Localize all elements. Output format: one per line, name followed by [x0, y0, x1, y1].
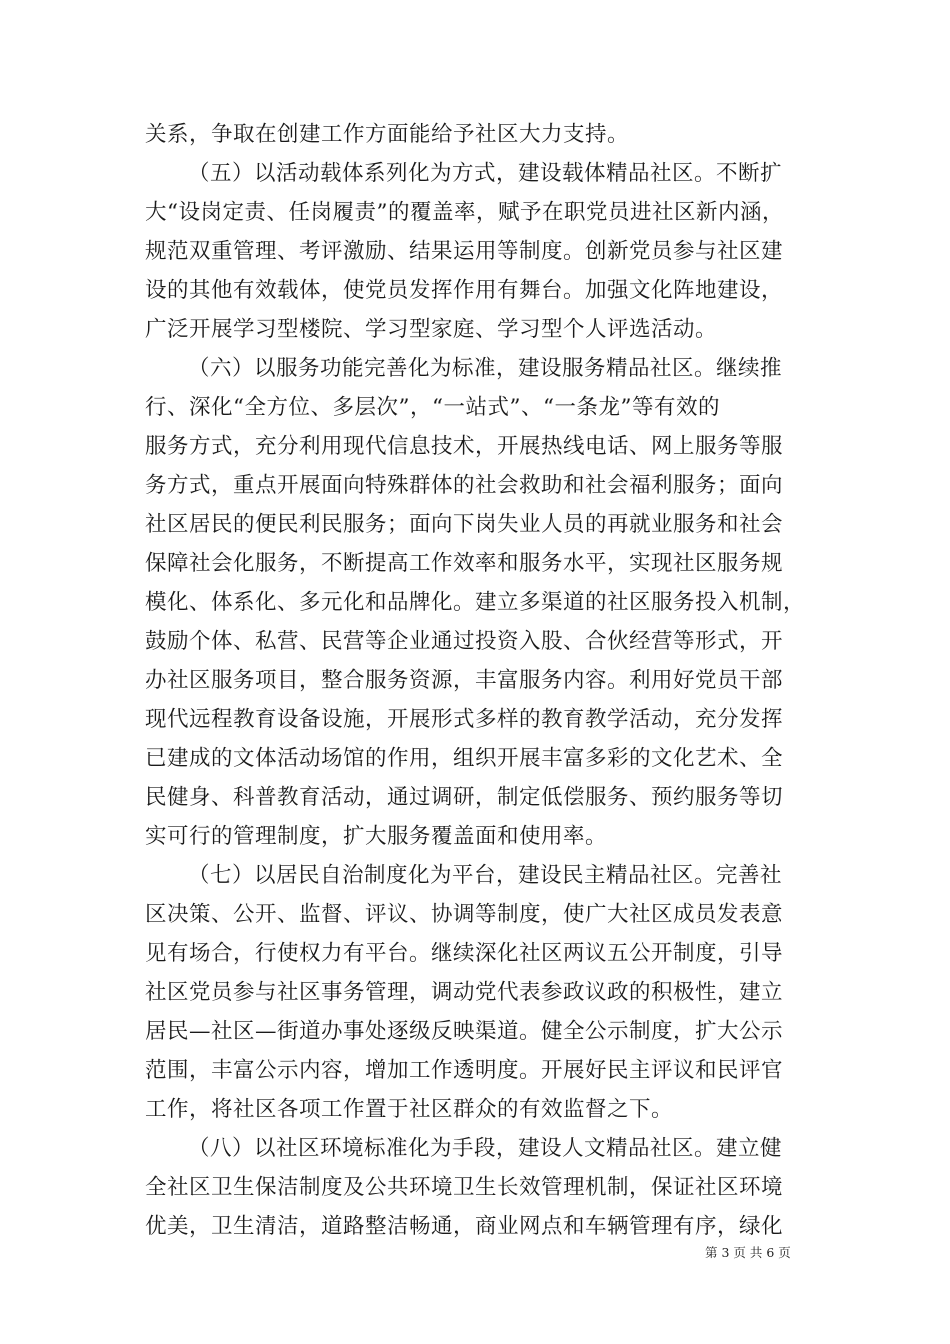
text-line: 现代远程教育设备设施，开展形式多样的教育教学活动，充分发挥: [145, 707, 784, 732]
text-line: 模化、体系化、多元化和品牌化。建立多渠道的社区服务投入机制，: [145, 590, 806, 615]
text-line: 务方式，重点开展面向特殊群体的社会救助和社会福利服务；面向: [145, 473, 784, 498]
text-line: 鼓励个体、私营、民营等企业通过投资入股、合伙经营等形式，开: [145, 629, 784, 654]
page-number-footer: 第 3 页 共 6 页: [705, 1245, 791, 1260]
text-line: 见有场合，行使权力有平台。继续深化社区两议五公开制度，引导: [145, 941, 784, 966]
section-seven-heading-line: （七）以居民自治制度化为平台，建设民主精品社区。完善社: [188, 863, 783, 888]
text-line: 设的其他有效载体，使党员发挥作用有舞台。加强文化阵地建设，: [145, 278, 784, 303]
text-line: 广泛开展学习型楼院、学习型家庭、学习型个人评选活动。: [145, 317, 718, 342]
text-line: 范围，丰富公示内容，增加工作透明度。开展好民主评议和民评官: [145, 1058, 784, 1083]
text-line: 全社区卫生保洁制度及公共环境卫生长效管理机制，保证社区环境: [145, 1175, 784, 1200]
text-line: 居民—社区—街道办事处逐级反映渠道。健全公示制度，扩大公示: [145, 1019, 784, 1044]
text-line: 规范双重管理、考评激励、结果运用等制度。创新党员参与社区建: [145, 239, 784, 264]
text-line: 已建成的文体活动场馆的作用，组织开展丰富多彩的文化艺术、全: [145, 746, 784, 771]
text-line: 工作，将社区各项工作置于社区群众的有效监督之下。: [145, 1097, 674, 1122]
text-line: 区决策、公开、监督、评议、协调等制度，使广大社区成员发表意: [145, 902, 784, 927]
text-line: 服务方式，充分利用现代信息技术，开展热线电话、网上服务等服: [145, 434, 784, 459]
text-line: 关系，争取在创建工作方面能给予社区大力支持。: [145, 122, 630, 147]
text-line: 社区居民的便民利民服务；面向下岗失业人员的再就业服务和社会: [145, 512, 784, 537]
text-line: 办社区服务项目，整合服务资源，丰富服务内容。利用好党员干部: [145, 668, 784, 693]
section-eight-heading-line: （八）以社区环境标准化为手段，建设人文精品社区。建立健: [188, 1136, 783, 1161]
text-line: 行、深化“全方位、多层次”，“一站式”、“一条龙”等有效的: [145, 395, 720, 420]
text-line: 保障社会化服务，不断提高工作效率和服务水平，实现社区服务规: [145, 551, 784, 576]
section-six-heading-line: （六）以服务功能完善化为标准，建设服务精品社区。继续推: [188, 356, 783, 381]
text-line: 社区党员参与社区事务管理，调动党代表参政议政的积极性，建立: [145, 980, 784, 1005]
text-line: 民健身、科普教育活动，通过调研，制定低偿服务、预约服务等切: [145, 785, 784, 810]
text-line: 大“设岗定责、任岗履责”的覆盖率，赋予在职党员进社区新内涵，: [145, 200, 784, 225]
section-five-heading-line: （五）以活动载体系列化为方式，建设载体精品社区。不断扩: [188, 161, 783, 186]
text-line: 优美，卫生清洁，道路整洁畅通，商业网点和车辆管理有序，绿化: [145, 1214, 784, 1239]
text-line: 实可行的管理制度，扩大服务覆盖面和使用率。: [145, 824, 608, 849]
